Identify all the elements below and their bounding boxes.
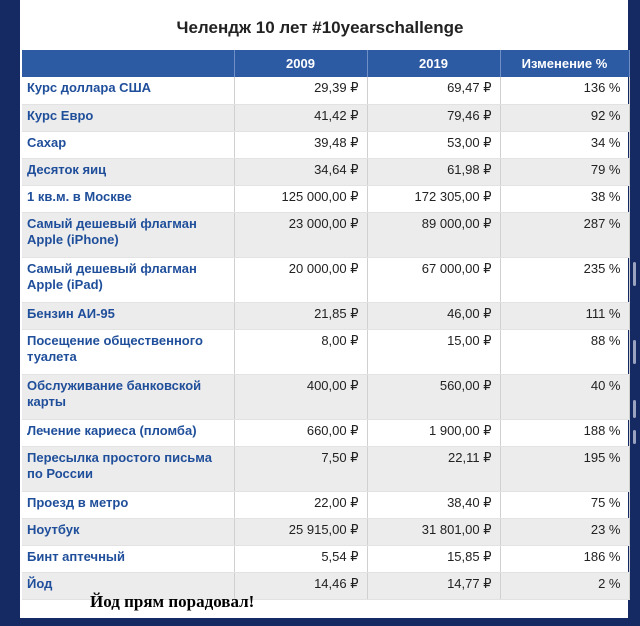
value-2019: 15,85 ₽ <box>367 545 500 572</box>
table-row <box>22 446 629 491</box>
value-2019: 69,47 ₽ <box>367 77 500 104</box>
frame-right <box>628 0 640 626</box>
value-2019: 14,77 ₽ <box>367 572 500 599</box>
column-header-change: Изменение % <box>500 50 629 77</box>
value-change: 34 % <box>500 131 629 158</box>
value-2019: 172 305,00 ₽ <box>367 185 500 212</box>
value-2019: 79,46 ₽ <box>367 104 500 131</box>
value-change: 23 % <box>500 518 629 545</box>
value-change: 88 % <box>500 329 629 374</box>
value-2009: 41,42 ₽ <box>234 104 367 131</box>
value-2009: 39,48 ₽ <box>234 131 367 158</box>
value-2009: 125 000,00 ₽ <box>234 185 367 212</box>
row-label: Ноутбук <box>22 518 234 545</box>
row-label: Курс доллара США <box>22 77 234 104</box>
value-2009: 7,50 ₽ <box>234 446 367 491</box>
value-2009: 20 000,00 ₽ <box>234 257 367 302</box>
value-2009: 8,00 ₽ <box>234 329 367 374</box>
column-header-2019: 2019 <box>367 50 500 77</box>
row-label: 1 кв.м. в Москве <box>22 185 234 212</box>
caption-note: Йод прям порадовал! <box>90 592 255 611</box>
value-change: 40 % <box>500 374 629 419</box>
table-row <box>22 77 629 104</box>
table-row <box>22 491 629 518</box>
value-2009: 21,85 ₽ <box>234 302 367 329</box>
table-row <box>22 302 629 329</box>
value-2009: 22,00 ₽ <box>234 491 367 518</box>
frame-left <box>0 0 20 626</box>
value-2019: 53,00 ₽ <box>367 131 500 158</box>
value-change: 188 % <box>500 419 629 446</box>
row-label: Посещение общественного туалета <box>22 329 234 374</box>
table-row <box>22 104 629 131</box>
value-2019: 61,98 ₽ <box>367 158 500 185</box>
value-change: 195 % <box>500 446 629 491</box>
value-2019: 15,00 ₽ <box>367 329 500 374</box>
table-row <box>22 329 629 374</box>
row-label: Йод <box>22 572 234 599</box>
table-body <box>22 77 629 599</box>
table-row <box>22 545 629 572</box>
row-label: Самый дешевый флагман Apple (iPhone) <box>22 212 234 257</box>
value-change: 38 % <box>500 185 629 212</box>
row-label: Самый дешевый флагман Apple (iPad) <box>22 257 234 302</box>
row-label: Курс Евро <box>22 104 234 131</box>
value-change: 79 % <box>500 158 629 185</box>
value-change: 111 % <box>500 302 629 329</box>
value-change: 75 % <box>500 491 629 518</box>
value-change: 235 % <box>500 257 629 302</box>
value-2019: 22,11 ₽ <box>367 446 500 491</box>
row-label: Бинт аптечный <box>22 545 234 572</box>
table-row <box>22 212 629 257</box>
row-label: Пересылка простого письма по России <box>22 446 234 491</box>
value-2019: 89 000,00 ₽ <box>367 212 500 257</box>
value-change: 186 % <box>500 545 629 572</box>
table-row <box>22 518 629 545</box>
column-header-item <box>22 50 234 77</box>
value-change: 2 % <box>500 572 629 599</box>
table-row <box>22 374 629 419</box>
price-table <box>22 50 630 600</box>
value-2009: 23 000,00 ₽ <box>234 212 367 257</box>
value-change: 136 % <box>500 77 629 104</box>
table-row <box>22 419 629 446</box>
value-2009: 400,00 ₽ <box>234 374 367 419</box>
value-2019: 31 801,00 ₽ <box>367 518 500 545</box>
row-label: Проезд в метро <box>22 491 234 518</box>
value-2009: 34,64 ₽ <box>234 158 367 185</box>
table-row <box>22 185 629 212</box>
scrollbar-mark <box>633 430 636 444</box>
table-row <box>22 158 629 185</box>
row-label: Обслуживание банковской карты <box>22 374 234 419</box>
frame-bottom <box>0 618 640 626</box>
value-2009: 29,39 ₽ <box>234 77 367 104</box>
value-change: 92 % <box>500 104 629 131</box>
scrollbar-mark <box>633 400 636 418</box>
value-2019: 560,00 ₽ <box>367 374 500 419</box>
table-row <box>22 257 629 302</box>
table-row <box>22 131 629 158</box>
row-label: Сахар <box>22 131 234 158</box>
row-label: Десяток яиц <box>22 158 234 185</box>
value-2009: 660,00 ₽ <box>234 419 367 446</box>
value-2019: 38,40 ₽ <box>367 491 500 518</box>
row-label: Лечение кариеса (пломба) <box>22 419 234 446</box>
scrollbar-mark <box>633 340 636 364</box>
value-2019: 46,00 ₽ <box>367 302 500 329</box>
page-title: Челендж 10 лет #10yearschallenge <box>176 18 464 37</box>
scrollbar-mark <box>633 262 636 286</box>
row-label: Бензин АИ-95 <box>22 302 234 329</box>
value-2009: 25 915,00 ₽ <box>234 518 367 545</box>
value-2019: 1 900,00 ₽ <box>367 419 500 446</box>
column-header-2009: 2009 <box>234 50 367 77</box>
value-2009: 5,54 ₽ <box>234 545 367 572</box>
value-2009: 14,46 ₽ <box>234 572 367 599</box>
value-2019: 67 000,00 ₽ <box>367 257 500 302</box>
value-change: 287 % <box>500 212 629 257</box>
table-header-row <box>22 50 629 77</box>
